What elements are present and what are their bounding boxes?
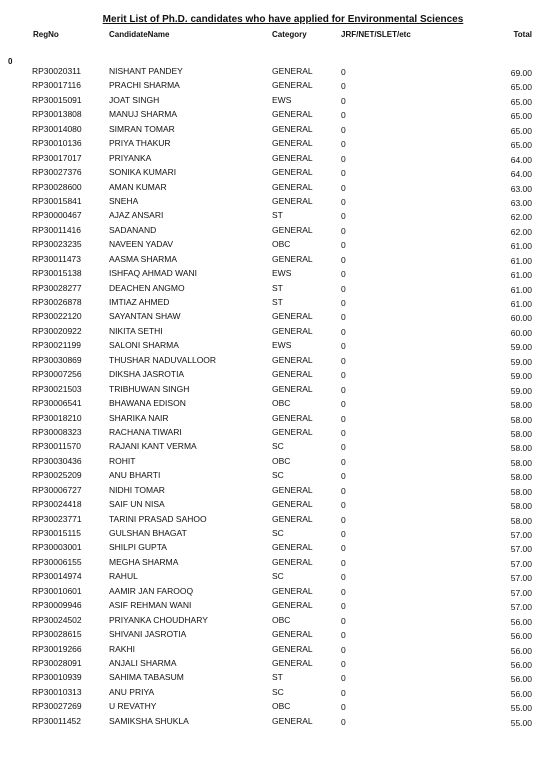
cell-jrf: 0 bbox=[341, 716, 346, 727]
cell-candidate-name: SAIF UN NISA bbox=[109, 499, 165, 510]
cell-candidate-name: SAMIKSHA SHUKLA bbox=[109, 715, 189, 726]
table-row bbox=[0, 251, 550, 265]
cell-jrf: 0 bbox=[341, 355, 346, 366]
cell-total: 58.00 bbox=[510, 457, 532, 468]
cell-regno: RP30023771 bbox=[32, 513, 82, 524]
table-row bbox=[0, 135, 550, 149]
cell-candidate-name: IMTIAZ AHMED bbox=[109, 297, 170, 307]
table-row bbox=[0, 265, 550, 279]
cell-jrf: 0 bbox=[341, 557, 346, 568]
cell-candidate-name: NISHANT PANDEY bbox=[109, 66, 183, 76]
cell-jrf: 0 bbox=[341, 615, 346, 626]
cell-candidate-name: SALONI SHARMA bbox=[109, 340, 179, 351]
table-row bbox=[0, 308, 550, 322]
table-row bbox=[0, 395, 550, 409]
cell-regno: RP30011570 bbox=[32, 441, 81, 452]
cell-category: SC bbox=[272, 528, 284, 538]
cell-jrf: 0 bbox=[341, 168, 346, 179]
page-title bbox=[0, 14, 550, 25]
cell-candidate-name: SIMRAN TOMAR bbox=[109, 123, 175, 134]
cell-regno: RP30026878 bbox=[32, 297, 82, 307]
cell-total: 59.00 bbox=[510, 371, 532, 382]
cell-category: EWS bbox=[272, 340, 292, 351]
cell-regno: RP30013808 bbox=[32, 109, 82, 120]
table-row bbox=[0, 323, 550, 337]
cell-total: 56.00 bbox=[510, 645, 532, 656]
table-row bbox=[0, 453, 550, 467]
cell-category: OBC bbox=[272, 398, 291, 409]
table-row bbox=[0, 655, 550, 669]
cell-jrf: 0 bbox=[341, 269, 346, 280]
cell-candidate-name: PRIYANKA bbox=[109, 152, 152, 163]
cell-total: 57.00 bbox=[510, 573, 532, 584]
cell-regno: RP30024418 bbox=[32, 499, 82, 510]
cell-total: 56.00 bbox=[510, 659, 532, 670]
cell-total: 59.00 bbox=[510, 385, 532, 396]
cell-regno: RP30028600 bbox=[32, 181, 82, 192]
header-candidate-name: CandidateName bbox=[109, 30, 170, 39]
cell-category: SC bbox=[272, 441, 284, 452]
cell-category: EWS bbox=[272, 94, 292, 105]
cell-jrf: 0 bbox=[341, 182, 346, 193]
cell-regno: RP30014080 bbox=[32, 123, 82, 134]
table-row bbox=[0, 410, 550, 424]
table-row bbox=[0, 294, 550, 308]
cell-jrf: 0 bbox=[341, 601, 346, 612]
cell-regno: RP30006155 bbox=[32, 556, 82, 567]
table-row bbox=[0, 366, 550, 380]
cell-regno: RP30007256 bbox=[32, 369, 82, 380]
cell-regno: RP30017017 bbox=[32, 152, 82, 163]
cell-total: 57.00 bbox=[510, 602, 532, 613]
cell-candidate-name: MANUJ SHARMA bbox=[109, 109, 178, 120]
cell-regno: RP30014974 bbox=[32, 571, 82, 582]
cell-candidate-name: SNEHA bbox=[109, 195, 139, 206]
cell-total: 65.00 bbox=[510, 96, 532, 107]
cell-total: 58.00 bbox=[510, 472, 532, 483]
cell-regno: RP30003001 bbox=[32, 542, 82, 553]
cell-regno: RP30021199 bbox=[32, 340, 81, 351]
cell-candidate-name: SADANAND bbox=[109, 224, 157, 235]
cell-category: GENERAL bbox=[272, 80, 313, 91]
cell-total: 58.00 bbox=[510, 515, 532, 526]
cell-total: 59.00 bbox=[510, 342, 532, 353]
cell-jrf: 0 bbox=[341, 384, 346, 395]
cell-regno: RP30018210 bbox=[32, 412, 82, 423]
cell-category: GENERAL bbox=[272, 715, 313, 726]
cell-regno: RP30025209 bbox=[32, 470, 82, 481]
cell-regno: RP30011416 bbox=[32, 224, 81, 235]
cell-jrf: 0 bbox=[341, 139, 346, 150]
cell-jrf: 0 bbox=[341, 456, 346, 467]
cell-regno: RP30015138 bbox=[32, 268, 82, 279]
header-jrf: JRF/NET/SLET/etc bbox=[341, 30, 411, 39]
table-row bbox=[0, 525, 550, 539]
cell-candidate-name: JOAT SINGH bbox=[109, 94, 160, 105]
table-row bbox=[0, 179, 550, 193]
cell-category: GENERAL bbox=[272, 123, 313, 134]
cell-category: GENERAL bbox=[272, 109, 313, 120]
cell-category: GENERAL bbox=[272, 311, 313, 322]
cell-jrf: 0 bbox=[341, 529, 346, 539]
cell-total: 58.00 bbox=[510, 501, 532, 512]
table-row bbox=[0, 539, 550, 553]
cell-candidate-name: ASIF REHMAN WANI bbox=[109, 600, 192, 611]
cell-category: GENERAL bbox=[272, 556, 313, 567]
cell-regno: RP30015115 bbox=[32, 528, 81, 538]
cell-jrf: 0 bbox=[341, 254, 346, 265]
table-row bbox=[0, 698, 550, 712]
cell-regno: RP30010939 bbox=[32, 672, 82, 683]
table-row bbox=[0, 77, 550, 91]
cell-jrf: 0 bbox=[341, 95, 346, 106]
cell-total: 55.00 bbox=[510, 717, 532, 728]
cell-total: 59.00 bbox=[510, 356, 532, 367]
table-row bbox=[0, 150, 550, 164]
cell-regno: RP30015091 bbox=[32, 94, 82, 105]
merit-list-table bbox=[0, 63, 550, 727]
cell-jrf: 0 bbox=[341, 572, 346, 583]
table-row bbox=[0, 164, 550, 178]
cell-category: OBC bbox=[272, 701, 291, 712]
cell-total: 60.00 bbox=[510, 327, 532, 338]
cell-candidate-name: SHIVANI JASROTIA bbox=[109, 629, 187, 640]
cell-jrf: 0 bbox=[341, 225, 346, 236]
cell-category: GENERAL bbox=[272, 354, 313, 365]
title-text: Merit List of Ph.D. candidates who have applied for Environmental Sciences bbox=[102, 14, 464, 25]
cell-candidate-name: NAVEEN YADAV bbox=[109, 239, 174, 250]
cell-regno: RP30020311 bbox=[32, 66, 81, 76]
cell-candidate-name: PRIYA THAKUR bbox=[109, 138, 171, 149]
table-row bbox=[0, 438, 550, 452]
cell-category: ST bbox=[272, 672, 283, 683]
cell-candidate-name: SHILPI GUPTA bbox=[109, 542, 167, 553]
cell-jrf: 0 bbox=[341, 543, 346, 554]
cell-regno: RP30009946 bbox=[32, 600, 82, 611]
header-category: Category bbox=[272, 30, 307, 39]
cell-jrf: 0 bbox=[341, 514, 346, 525]
cell-category: GENERAL bbox=[272, 383, 313, 394]
cell-jrf: 0 bbox=[341, 500, 346, 511]
cell-total: 57.00 bbox=[510, 587, 532, 598]
cell-regno: RP30011452 bbox=[32, 715, 81, 726]
cell-jrf: 0 bbox=[341, 211, 346, 222]
cell-regno: RP30010601 bbox=[32, 585, 82, 596]
cell-category: GENERAL bbox=[272, 585, 313, 596]
cell-jrf: 0 bbox=[341, 110, 346, 121]
table-row bbox=[0, 63, 550, 77]
cell-jrf: 0 bbox=[341, 658, 346, 669]
table-row bbox=[0, 626, 550, 640]
cell-candidate-name: NIKITA SETHI bbox=[109, 325, 163, 336]
cell-category: OBC bbox=[272, 455, 291, 466]
cell-category: GENERAL bbox=[272, 542, 313, 553]
table-row bbox=[0, 554, 550, 568]
cell-regno: RP30027269 bbox=[32, 701, 82, 712]
cell-category: SC bbox=[272, 571, 284, 582]
cell-regno: RP30017116 bbox=[32, 80, 81, 91]
cell-jrf: 0 bbox=[341, 702, 346, 713]
cell-candidate-name: GULSHAN BHAGAT bbox=[109, 528, 187, 538]
cell-jrf: 0 bbox=[341, 471, 346, 482]
cell-candidate-name: SAYANTAN SHAW bbox=[109, 311, 181, 322]
cell-total: 57.00 bbox=[510, 558, 532, 569]
cell-candidate-name: U REVATHY bbox=[109, 701, 157, 712]
table-row bbox=[0, 352, 550, 366]
cell-candidate-name: BHAWANA EDISON bbox=[109, 398, 186, 409]
cell-total: 60.00 bbox=[510, 313, 532, 324]
cell-candidate-name: MEGHA SHARMA bbox=[109, 556, 179, 567]
cell-jrf: 0 bbox=[341, 283, 346, 294]
cell-candidate-name: AMAN KUMAR bbox=[109, 181, 167, 192]
table-row bbox=[0, 597, 550, 611]
cell-total: 65.00 bbox=[510, 82, 532, 93]
table-row bbox=[0, 496, 550, 510]
cell-category: SC bbox=[272, 470, 284, 481]
cell-jrf: 0 bbox=[341, 687, 346, 698]
cell-total: 62.00 bbox=[510, 226, 532, 237]
cell-candidate-name: ANJALI SHARMA bbox=[109, 657, 177, 668]
cell-total: 61.00 bbox=[510, 241, 532, 252]
cell-jrf: 0 bbox=[341, 586, 346, 597]
table-row bbox=[0, 568, 550, 582]
cell-candidate-name: RAHUL bbox=[109, 571, 138, 582]
table-row bbox=[0, 424, 550, 438]
table-row bbox=[0, 193, 550, 207]
cell-category: GENERAL bbox=[272, 195, 313, 206]
cell-total: 57.00 bbox=[510, 544, 532, 555]
table-row bbox=[0, 583, 550, 597]
cell-total: 63.00 bbox=[510, 183, 532, 194]
cell-category: ST bbox=[272, 210, 283, 221]
table-row bbox=[0, 207, 550, 221]
cell-candidate-name: SAHIMA TABASUM bbox=[109, 672, 184, 683]
cell-candidate-name: THUSHAR NADUVALLOOR bbox=[109, 354, 217, 365]
cell-category: EWS bbox=[272, 268, 292, 279]
cell-jrf: 0 bbox=[341, 67, 346, 77]
cell-regno: RP30024502 bbox=[32, 614, 82, 625]
cell-total: 57.00 bbox=[510, 530, 532, 540]
cell-regno: RP30022120 bbox=[32, 311, 82, 322]
cell-candidate-name: TRIBHUWAN SINGH bbox=[109, 383, 190, 394]
cell-total: 56.00 bbox=[510, 688, 532, 699]
cell-regno: RP30000467 bbox=[32, 210, 82, 221]
cell-regno: RP30008323 bbox=[32, 426, 82, 437]
cell-candidate-name: ANU BHARTI bbox=[109, 470, 161, 481]
cell-jrf: 0 bbox=[341, 326, 346, 337]
cell-candidate-name: ROHIT bbox=[109, 455, 136, 466]
cell-category: OBC bbox=[272, 614, 291, 625]
cell-regno: RP30020922 bbox=[32, 325, 82, 336]
cell-category: ST bbox=[272, 297, 283, 307]
table-row bbox=[0, 381, 550, 395]
table-row bbox=[0, 612, 550, 626]
cell-jrf: 0 bbox=[341, 81, 346, 92]
header-regno: RegNo bbox=[33, 30, 59, 39]
cell-regno: RP30006541 bbox=[32, 398, 82, 409]
cell-total: 58.00 bbox=[510, 443, 532, 454]
cell-total: 56.00 bbox=[510, 616, 532, 627]
cell-total: 61.00 bbox=[510, 255, 532, 266]
cell-candidate-name: AJAZ ANSARI bbox=[109, 210, 164, 221]
cell-jrf: 0 bbox=[341, 427, 346, 438]
cell-jrf: 0 bbox=[341, 399, 346, 410]
cell-category: OBC bbox=[272, 239, 291, 250]
table-row bbox=[0, 669, 550, 683]
cell-regno: RP30030869 bbox=[32, 354, 82, 365]
cell-regno: RP30019266 bbox=[32, 643, 82, 654]
cell-category: ST bbox=[272, 282, 283, 293]
cell-regno: RP30028615 bbox=[32, 629, 82, 640]
table-row bbox=[0, 467, 550, 481]
cell-total: 61.00 bbox=[510, 284, 532, 295]
cell-category: GENERAL bbox=[272, 499, 313, 510]
cell-candidate-name: DIKSHA JASROTIA bbox=[109, 369, 185, 380]
table-row bbox=[0, 280, 550, 294]
cell-regno: RP30010313 bbox=[32, 686, 82, 697]
cell-jrf: 0 bbox=[341, 153, 346, 164]
cell-candidate-name: DEACHEN ANGMO bbox=[109, 282, 185, 293]
cell-category: GENERAL bbox=[272, 66, 313, 76]
table-row bbox=[0, 684, 550, 698]
cell-candidate-name: AAMIR JAN FAROOQ bbox=[109, 585, 194, 596]
cell-total: 56.00 bbox=[510, 631, 532, 642]
cell-jrf: 0 bbox=[341, 644, 346, 655]
cell-jrf: 0 bbox=[341, 370, 346, 381]
table-row bbox=[0, 236, 550, 250]
cell-jrf: 0 bbox=[341, 413, 346, 424]
cell-category: GENERAL bbox=[272, 629, 313, 640]
cell-candidate-name: RAJANI KANT VERMA bbox=[109, 441, 197, 452]
table-header bbox=[0, 30, 550, 42]
table-row bbox=[0, 482, 550, 496]
table-row bbox=[0, 641, 550, 655]
cell-jrf: 0 bbox=[341, 630, 346, 641]
cell-candidate-name: PRIYANKA CHOUDHARY bbox=[109, 614, 208, 625]
table-row bbox=[0, 106, 550, 120]
cell-candidate-name: SONIKA KUMARI bbox=[109, 167, 177, 178]
header-total: Total bbox=[513, 30, 532, 39]
table-row bbox=[0, 337, 550, 351]
cell-total: 58.00 bbox=[510, 400, 532, 411]
cell-jrf: 0 bbox=[341, 298, 346, 308]
cell-category: GENERAL bbox=[272, 369, 313, 380]
cell-total: 61.00 bbox=[510, 270, 532, 281]
cell-total: 55.00 bbox=[510, 703, 532, 714]
cell-regno: RP30006727 bbox=[32, 484, 82, 495]
cell-category: GENERAL bbox=[272, 643, 313, 654]
cell-category: GENERAL bbox=[272, 600, 313, 611]
table-row bbox=[0, 121, 550, 135]
cell-regno: RP30028091 bbox=[32, 657, 82, 668]
cell-category: GENERAL bbox=[272, 513, 313, 524]
cell-jrf: 0 bbox=[341, 442, 346, 453]
cell-candidate-name: ANU PRIYA bbox=[109, 686, 155, 697]
cell-total: 62.00 bbox=[510, 212, 532, 223]
cell-total: 64.00 bbox=[510, 169, 532, 180]
cell-regno: RP30027376 bbox=[32, 167, 82, 178]
cell-total: 64.00 bbox=[510, 154, 532, 165]
cell-regno: RP30015841 bbox=[32, 195, 82, 206]
cell-jrf: 0 bbox=[341, 341, 346, 352]
table-row bbox=[0, 92, 550, 106]
cell-total: 58.00 bbox=[510, 414, 532, 425]
cell-total: 65.00 bbox=[510, 111, 532, 122]
cell-total: 69.00 bbox=[510, 68, 532, 78]
cell-candidate-name: RACHANA TIWARI bbox=[109, 426, 182, 437]
table-row bbox=[0, 713, 550, 727]
cell-regno: RP30010136 bbox=[32, 138, 82, 149]
table-row bbox=[0, 222, 550, 236]
cell-regno: RP30023235 bbox=[32, 239, 82, 250]
cell-category: GENERAL bbox=[272, 253, 313, 264]
cell-category: GENERAL bbox=[272, 181, 313, 192]
cell-jrf: 0 bbox=[341, 312, 346, 323]
cell-jrf: 0 bbox=[341, 196, 346, 207]
cell-category: GENERAL bbox=[272, 657, 313, 668]
cell-total: 56.00 bbox=[510, 674, 532, 685]
cell-candidate-name: NIDHI TOMAR bbox=[109, 484, 165, 495]
cell-category: SC bbox=[272, 686, 284, 697]
cell-regno: RP30028277 bbox=[32, 282, 82, 293]
cell-category: GENERAL bbox=[272, 484, 313, 495]
cell-total: 58.00 bbox=[510, 486, 532, 497]
cell-candidate-name: RAKHI bbox=[109, 643, 135, 654]
cell-category: GENERAL bbox=[272, 152, 313, 163]
cell-candidate-name: SHARIKA NAIR bbox=[109, 412, 169, 423]
group-label: 0 bbox=[8, 57, 13, 66]
cell-category: GENERAL bbox=[272, 224, 313, 235]
cell-jrf: 0 bbox=[341, 485, 346, 496]
cell-candidate-name: PRACHI SHARMA bbox=[109, 80, 180, 91]
cell-candidate-name: AASMA SHARMA bbox=[109, 253, 178, 264]
cell-category: GENERAL bbox=[272, 138, 313, 149]
cell-total: 65.00 bbox=[510, 140, 532, 151]
cell-regno: RP30011473 bbox=[32, 253, 81, 264]
cell-category: GENERAL bbox=[272, 325, 313, 336]
cell-total: 63.00 bbox=[510, 197, 532, 208]
cell-category: GENERAL bbox=[272, 426, 313, 437]
table-row bbox=[0, 511, 550, 525]
cell-jrf: 0 bbox=[341, 124, 346, 135]
cell-total: 58.00 bbox=[510, 428, 532, 439]
cell-category: GENERAL bbox=[272, 412, 313, 423]
cell-candidate-name: ISHFAQ AHMAD WANI bbox=[109, 268, 198, 279]
cell-candidate-name: TARINI PRASAD SAHOO bbox=[109, 513, 207, 524]
cell-total: 65.00 bbox=[510, 125, 532, 136]
cell-jrf: 0 bbox=[341, 673, 346, 684]
cell-regno: RP30021503 bbox=[32, 383, 82, 394]
cell-total: 61.00 bbox=[510, 299, 532, 309]
cell-category: GENERAL bbox=[272, 167, 313, 178]
cell-jrf: 0 bbox=[341, 240, 346, 251]
cell-regno: RP30030436 bbox=[32, 455, 82, 466]
